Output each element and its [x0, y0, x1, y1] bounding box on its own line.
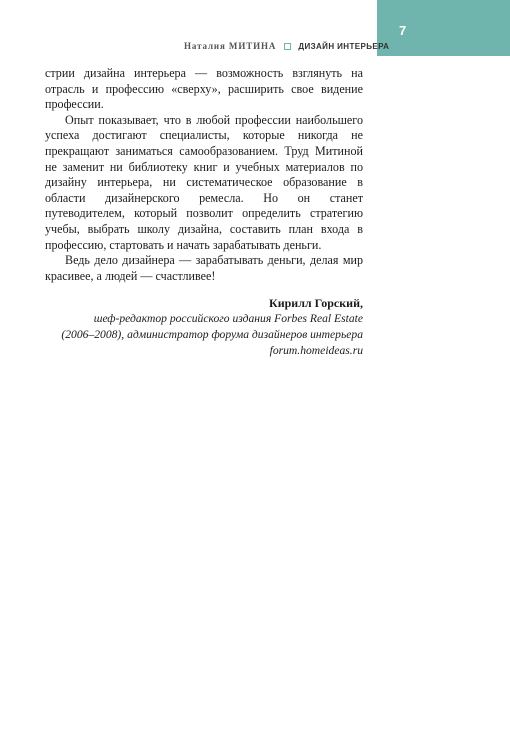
signature-role-line: forum.homeideas.ru: [269, 344, 363, 358]
running-head: [184, 40, 389, 52]
square-outline-icon: [284, 43, 291, 50]
body-paragraph: Опыт показывает, что в любой профессии наибольшего успеха достигают специалисты, которые никогда не прекращают заниматься самообразованием. Труд Митиной не заменит ни библиотеку книг и учебных материалов по дизайну интерьера, ни систематическое образование в области дизайнерского ремесла. Но он станет путеводителем, который позволит определить стратегию учебы, выбрать школу дизайна, составить план входа в профессию, стартовать и начать зарабатывать деньги.: [45, 112, 363, 252]
body-paragraph: стрии дизайна интерьера — возможность взглянуть на отрасль и профессию «сверху», расширить свое видение профессии.: [45, 66, 363, 112]
running-head-author: Наталия МИТИНА: [184, 41, 277, 51]
signature-role-line: (2006–2008), администратор форума дизайнеров интерьера: [61, 328, 363, 342]
page-body: [45, 66, 363, 359]
signature-role-line: шеф-редактор российского издания Forbes Real Estate: [93, 312, 363, 326]
body-paragraph: Ведь дело дизайнера — зарабатывать деньги, делая мир красивее, а людей — счастливее!: [45, 253, 363, 283]
running-head-book-title: ДИЗАЙН ИНТЕРЬЕРА: [298, 41, 390, 51]
signature-name: Кирилл Горский,: [269, 296, 363, 311]
signature-block: [45, 295, 363, 359]
page-number-tab: [377, 0, 510, 56]
page-number: 7: [399, 23, 407, 38]
